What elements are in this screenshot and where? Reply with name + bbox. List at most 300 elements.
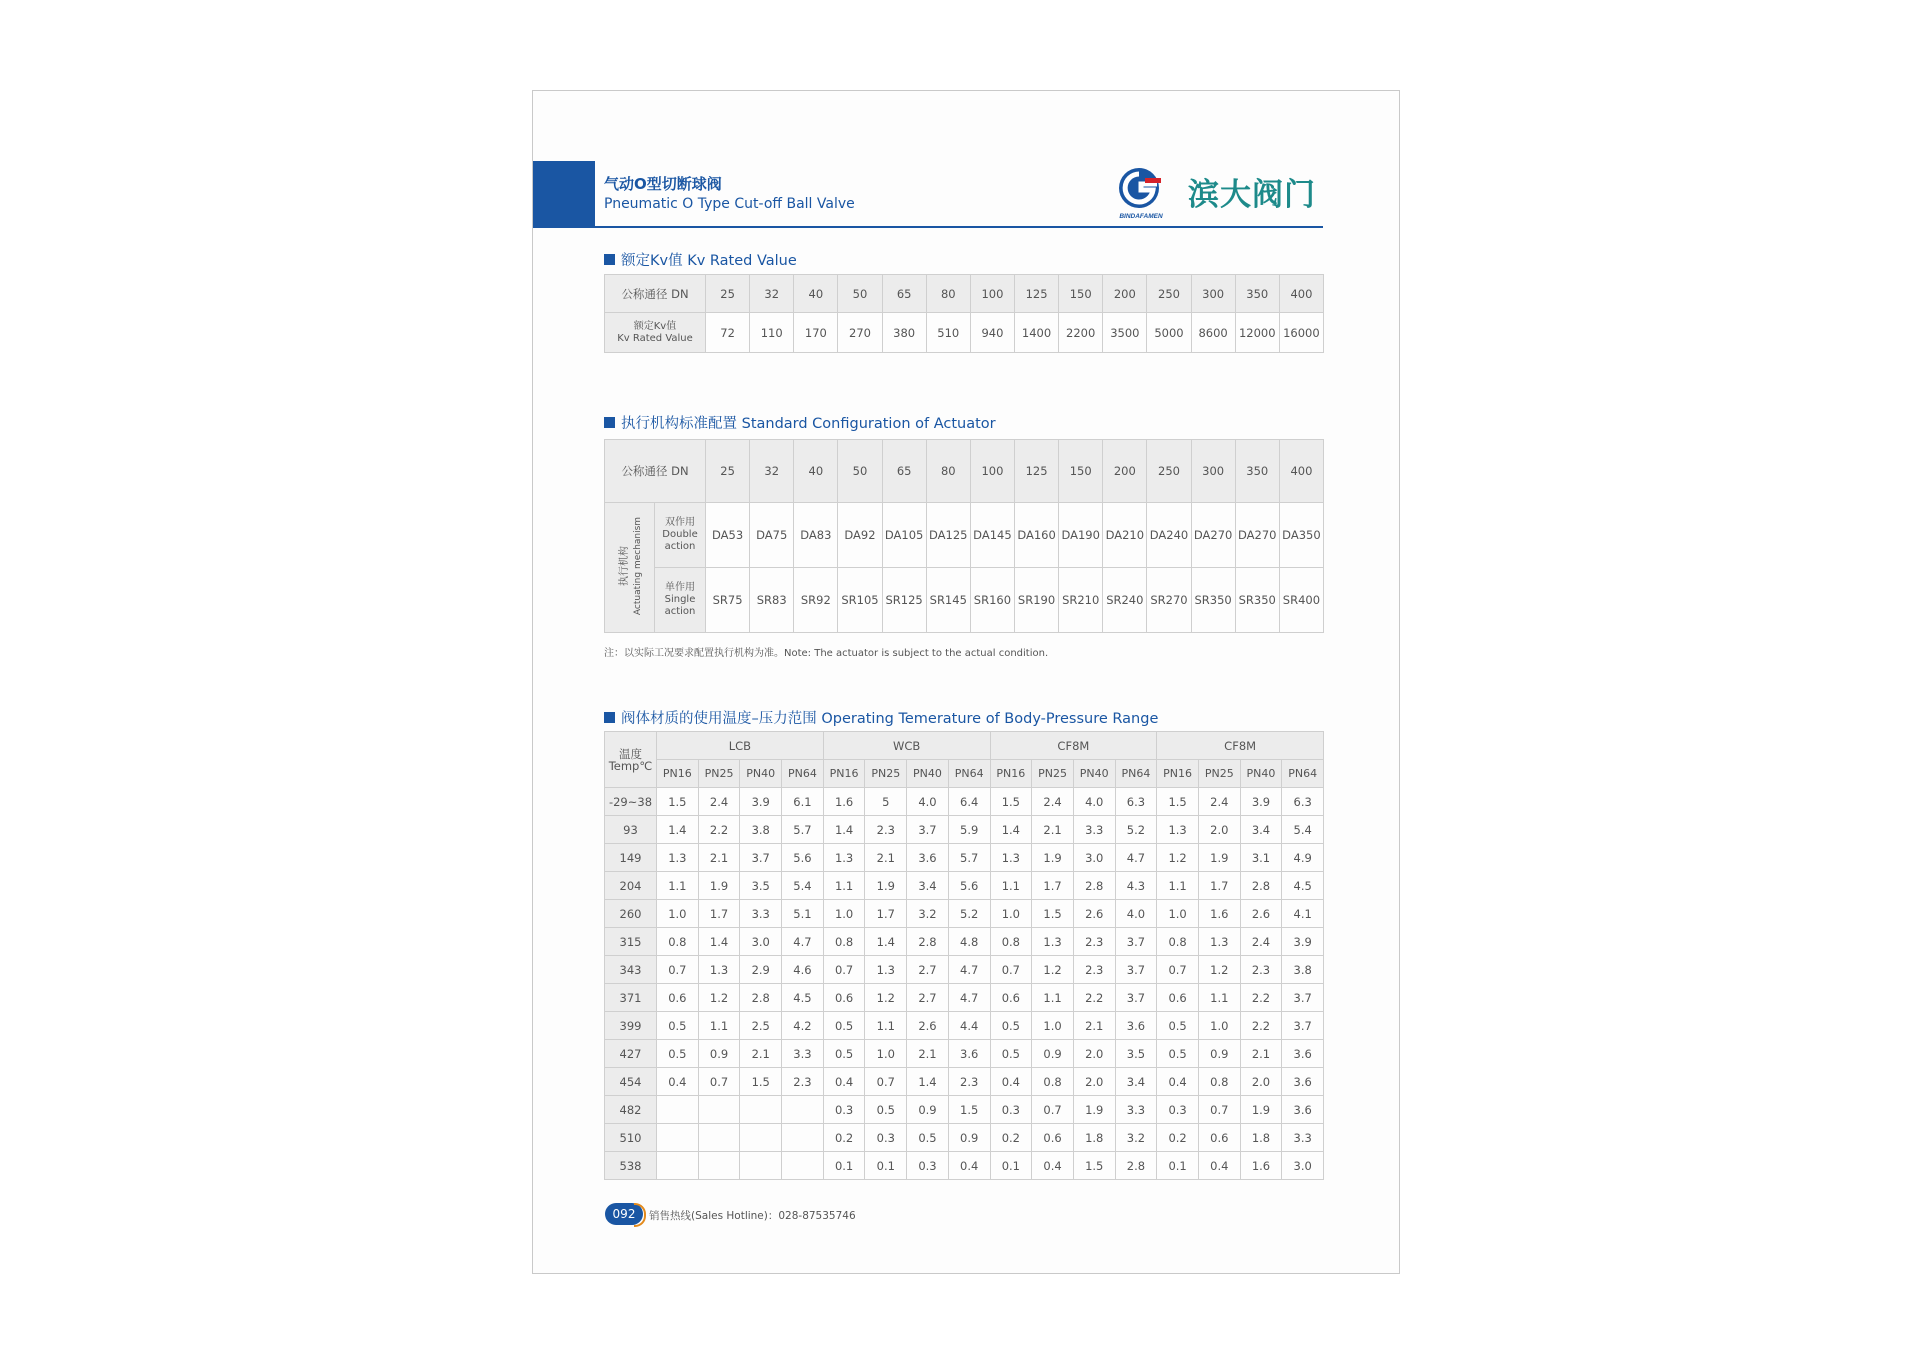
pressure-cell: 5.6: [948, 872, 990, 900]
pressure-cell: 1.7: [698, 900, 740, 928]
pressure-cell: 1.3: [1198, 928, 1240, 956]
brand-name: 滨大阀门: [1188, 177, 1316, 213]
pressure-cell: 0.1: [1157, 1152, 1199, 1180]
pressure-cell: 3.2: [1115, 1124, 1157, 1152]
pressure-cell: 1.5: [1157, 788, 1199, 816]
double-action-cell: DA350: [1279, 503, 1323, 568]
pressure-cell: 0.6: [823, 984, 865, 1012]
kv-dn-cell: 25: [706, 275, 750, 313]
pressure-cell: 0.7: [1157, 956, 1199, 984]
pressure-cell: 5.7: [948, 844, 990, 872]
actuator-section-title: 执行机构标准配置 Standard Configuration of Actuator: [604, 412, 996, 433]
pressure-cell: 1.0: [823, 900, 865, 928]
pressure-cell: 3.7: [907, 816, 949, 844]
pressure-cell: 2.1: [865, 844, 907, 872]
pressure-cell: 3.9: [1282, 928, 1324, 956]
actuator-note: 注：以实际工况要求配置执行机构为准。Note: The actuator is subject to the actual condition.: [604, 648, 1049, 659]
pressure-cell: 3.9: [1240, 788, 1282, 816]
temp-cell: 510: [605, 1124, 657, 1152]
actuator-dn-cell: 400: [1279, 440, 1323, 503]
page-title-cn: 气动O型切断球阀: [604, 175, 722, 193]
temp-cell: -29~38: [605, 788, 657, 816]
pressure-cell: 2.3: [782, 1068, 824, 1096]
pressure-cell: 4.7: [1115, 844, 1157, 872]
double-action-label: 双作用 Double action: [655, 503, 706, 568]
pressure-cell: 0.2: [990, 1124, 1032, 1152]
kv-value-cell: 1400: [1014, 313, 1058, 353]
pressure-cell: 2.6: [1073, 900, 1115, 928]
pressure-cell: 4.8: [948, 928, 990, 956]
temp-row: [605, 928, 1324, 956]
pressure-cell: 2.8: [740, 984, 782, 1012]
pressure-cell: 1.5: [1073, 1152, 1115, 1180]
pressure-cell: 2.2: [1073, 984, 1115, 1012]
pressure-cell: 3.7: [1282, 984, 1324, 1012]
single-action-cell: SR210: [1059, 568, 1103, 633]
pressure-cell: 0.3: [990, 1096, 1032, 1124]
temp-row: [605, 1124, 1324, 1152]
kv-value-cell: 380: [882, 313, 926, 353]
pressure-cell: 1.1: [990, 872, 1032, 900]
pn-header: PN25: [865, 760, 907, 788]
pressure-cell: 2.3: [948, 1068, 990, 1096]
single-action-cell: SR125: [882, 568, 926, 633]
pressure-cell: 3.3: [740, 900, 782, 928]
pressure-cell: 0.5: [990, 1040, 1032, 1068]
temp-cell: 149: [605, 844, 657, 872]
pressure-cell: 3.8: [740, 816, 782, 844]
pressure-cell: 0.3: [865, 1124, 907, 1152]
pressure-cell: 1.0: [1198, 1012, 1240, 1040]
pressure-cell: 0.9: [1198, 1040, 1240, 1068]
actuator-dn-row: [605, 440, 1324, 503]
pressure-cell: 3.0: [1073, 844, 1115, 872]
temp-row: [605, 1068, 1324, 1096]
pressure-cell: 1.4: [698, 928, 740, 956]
kv-dn-cell: 400: [1279, 275, 1323, 313]
pressure-cell: 1.8: [1240, 1124, 1282, 1152]
temp-row: [605, 1012, 1324, 1040]
kv-value-cell: 270: [838, 313, 882, 353]
pressure-cell: 1.5: [740, 1068, 782, 1096]
pressure-cell: 1.0: [990, 900, 1032, 928]
pn-header: PN40: [1240, 760, 1282, 788]
pn-header-row: [605, 760, 1324, 788]
pressure-cell: 0.1: [823, 1152, 865, 1180]
catalog-page: [532, 90, 1400, 1274]
pressure-cell: [740, 1096, 782, 1124]
pressure-cell: 1.0: [1157, 900, 1199, 928]
actuator-dn-cell: 40: [794, 440, 838, 503]
temp-row: [605, 984, 1324, 1012]
pressure-cell: 3.0: [1282, 1152, 1324, 1180]
actuating-mechanism-en: Actuating mechanism: [632, 516, 643, 616]
header-divider: [595, 226, 1323, 228]
pn-header: PN16: [1157, 760, 1199, 788]
kv-dn-cell: 300: [1191, 275, 1235, 313]
pressure-cell: 1.9: [698, 872, 740, 900]
pressure-cell: 0.7: [1198, 1096, 1240, 1124]
logo-text: BINDAFAMEN: [1119, 213, 1163, 220]
pressure-cell: 6.4: [948, 788, 990, 816]
temp-row: [605, 788, 1324, 816]
pressure-cell: 0.4: [1157, 1068, 1199, 1096]
pressure-cell: 1.7: [865, 900, 907, 928]
pressure-cell: 1.3: [865, 956, 907, 984]
pressure-cell: 0.4: [948, 1152, 990, 1180]
actuator-dn-cell: 65: [882, 440, 926, 503]
actuator-dn-cell: 25: [706, 440, 750, 503]
double-action-cell: DA53: [706, 503, 750, 568]
pressure-cell: 0.7: [657, 956, 699, 984]
pressure-cell: 1.9: [1198, 844, 1240, 872]
material-header: WCB: [823, 732, 990, 760]
single-action-cell: SR105: [838, 568, 882, 633]
single-action-cell: SR400: [1279, 568, 1323, 633]
pressure-cell: 4.1: [1282, 900, 1324, 928]
actuator-single-row: [605, 568, 1324, 633]
pressure-cell: 4.0: [907, 788, 949, 816]
temp-section-title: 阀体材质的使用温度–压力范围 Operating Temerature of Body-Pressure Range: [604, 707, 1158, 728]
single-action-cell: SR75: [706, 568, 750, 633]
pressure-cell: 1.5: [948, 1096, 990, 1124]
pressure-cell: 1.0: [865, 1040, 907, 1068]
pressure-cell: 0.7: [1032, 1096, 1074, 1124]
pressure-cell: 1.1: [865, 1012, 907, 1040]
page-title-en: Pneumatic O Type Cut-off Ball Valve: [604, 196, 855, 212]
pressure-cell: 0.5: [657, 1040, 699, 1068]
pressure-cell: 2.4: [1198, 788, 1240, 816]
pn-header: PN40: [907, 760, 949, 788]
pressure-cell: 3.7: [1115, 984, 1157, 1012]
pressure-cell: 2.1: [1240, 1040, 1282, 1068]
pressure-cell: 1.8: [1073, 1124, 1115, 1152]
pressure-cell: 2.9: [740, 956, 782, 984]
pressure-cell: 3.0: [740, 928, 782, 956]
pressure-cell: 5: [865, 788, 907, 816]
pressure-cell: 1.9: [1073, 1096, 1115, 1124]
pressure-cell: 4.6: [782, 956, 824, 984]
pressure-cell: 3.6: [1282, 1040, 1324, 1068]
kv-value-cell: 3500: [1103, 313, 1147, 353]
pressure-cell: 4.9: [1282, 844, 1324, 872]
pressure-cell: 6.1: [782, 788, 824, 816]
pressure-cell: 1.1: [657, 872, 699, 900]
temp-cell: 260: [605, 900, 657, 928]
actuator-dn-cell: 125: [1014, 440, 1058, 503]
pn-header: PN16: [990, 760, 1032, 788]
double-action-cell: DA160: [1014, 503, 1058, 568]
pressure-cell: 4.2: [782, 1012, 824, 1040]
single-action-cell: SR190: [1014, 568, 1058, 633]
pressure-cell: 0.4: [823, 1068, 865, 1096]
pressure-cell: 1.4: [823, 816, 865, 844]
pressure-cell: 2.0: [1073, 1040, 1115, 1068]
pressure-cell: 1.6: [823, 788, 865, 816]
pressure-cell: [698, 1124, 740, 1152]
pressure-cell: 0.8: [657, 928, 699, 956]
pressure-cell: 3.6: [907, 844, 949, 872]
pressure-cell: 2.3: [1073, 956, 1115, 984]
temp-pressure-table: [604, 731, 1324, 1180]
pressure-cell: 4.7: [948, 956, 990, 984]
temp-cell: 93: [605, 816, 657, 844]
temp-row: [605, 1096, 1324, 1124]
temp-cell: 454: [605, 1068, 657, 1096]
pn-header: PN40: [1073, 760, 1115, 788]
pressure-cell: 0.5: [1157, 1012, 1199, 1040]
pressure-cell: 1.7: [1198, 872, 1240, 900]
pressure-cell: 4.7: [948, 984, 990, 1012]
pressure-cell: 2.3: [865, 816, 907, 844]
kv-value-cell: 110: [750, 313, 794, 353]
single-action-cell: SR240: [1103, 568, 1147, 633]
actuator-dn-cell: 80: [926, 440, 970, 503]
temp-cell: 315: [605, 928, 657, 956]
pressure-cell: 0.6: [990, 984, 1032, 1012]
actuator-dn-cell: 150: [1059, 440, 1103, 503]
kv-value-cell: 510: [926, 313, 970, 353]
actuator-dn-cell: 300: [1191, 440, 1235, 503]
header-accent-block: [533, 161, 595, 228]
kv-value-label: 额定Kv值 Kv Rated Value: [605, 313, 706, 353]
actuating-mechanism-label: [605, 503, 655, 633]
pressure-cell: 1.2: [1032, 956, 1074, 984]
pressure-cell: 2.3: [1240, 956, 1282, 984]
single-action-cell: SR83: [750, 568, 794, 633]
pressure-cell: 1.7: [1032, 872, 1074, 900]
pressure-cell: 0.8: [1198, 1068, 1240, 1096]
pressure-cell: 3.7: [1282, 1012, 1324, 1040]
material-header-row: [605, 732, 1324, 760]
page-number-badge: 092: [605, 1203, 643, 1225]
actuator-dn-cell: 100: [970, 440, 1014, 503]
pressure-cell: 0.4: [1198, 1152, 1240, 1180]
single-action-label: 单作用 Single action: [655, 568, 706, 633]
pn-header: PN64: [1282, 760, 1324, 788]
double-action-cell: DA83: [794, 503, 838, 568]
kv-value-cell: 72: [706, 313, 750, 353]
pressure-cell: 5.7: [782, 816, 824, 844]
actuator-dn-cell: 250: [1147, 440, 1191, 503]
pressure-cell: 0.1: [990, 1152, 1032, 1180]
sales-hotline: 销售热线(Sales Hotline)：028-87535746: [649, 1210, 856, 1222]
single-action-cell: SR145: [926, 568, 970, 633]
pressure-cell: 3.7: [740, 844, 782, 872]
material-header: LCB: [657, 732, 824, 760]
pressure-cell: 0.7: [698, 1068, 740, 1096]
temp-row: [605, 872, 1324, 900]
pressure-cell: [657, 1124, 699, 1152]
pressure-cell: 0.8: [990, 928, 1032, 956]
pressure-cell: 3.4: [1240, 816, 1282, 844]
pressure-cell: 1.4: [865, 928, 907, 956]
double-action-cell: DA270: [1235, 503, 1279, 568]
pressure-cell: [782, 1152, 824, 1180]
actuator-dn-cell: 200: [1103, 440, 1147, 503]
pressure-cell: 0.9: [948, 1124, 990, 1152]
single-action-cell: SR270: [1147, 568, 1191, 633]
temp-cell: 343: [605, 956, 657, 984]
pressure-cell: 2.0: [1198, 816, 1240, 844]
pressure-cell: 0.5: [1157, 1040, 1199, 1068]
double-action-cell: DA210: [1103, 503, 1147, 568]
pn-header: PN16: [657, 760, 699, 788]
bindafamen-logo-icon: [1111, 164, 1171, 222]
actuator-table: [604, 439, 1324, 633]
temp-cell: 427: [605, 1040, 657, 1068]
kv-value-cell: 2200: [1059, 313, 1103, 353]
pressure-cell: 1.5: [657, 788, 699, 816]
pressure-cell: 2.1: [1032, 816, 1074, 844]
pn-header: PN64: [1115, 760, 1157, 788]
pressure-cell: 4.4: [948, 1012, 990, 1040]
pressure-cell: [782, 1124, 824, 1152]
pressure-cell: 0.6: [657, 984, 699, 1012]
single-action-cell: SR350: [1191, 568, 1235, 633]
kv-dn-row: [605, 275, 1324, 313]
pressure-cell: 2.5: [740, 1012, 782, 1040]
pressure-cell: 2.1: [740, 1040, 782, 1068]
pressure-cell: 2.7: [907, 984, 949, 1012]
pressure-cell: 0.5: [990, 1012, 1032, 1040]
pn-header: PN25: [698, 760, 740, 788]
kv-dn-cell: 200: [1103, 275, 1147, 313]
temp-cell: 399: [605, 1012, 657, 1040]
pressure-cell: 5.9: [948, 816, 990, 844]
pressure-cell: 0.4: [1032, 1152, 1074, 1180]
kv-value-cell: 8600: [1191, 313, 1235, 353]
kv-rated-table: [604, 274, 1324, 353]
pressure-cell: 2.3: [1073, 928, 1115, 956]
pressure-cell: 4.5: [1282, 872, 1324, 900]
pressure-cell: 3.3: [782, 1040, 824, 1068]
double-action-cell: DA190: [1059, 503, 1103, 568]
pressure-cell: 3.7: [1115, 928, 1157, 956]
pressure-cell: 0.6: [1032, 1124, 1074, 1152]
pressure-cell: 0.9: [1032, 1040, 1074, 1068]
pressure-cell: [698, 1096, 740, 1124]
pressure-cell: 0.5: [657, 1012, 699, 1040]
pressure-cell: 2.2: [1240, 1012, 1282, 1040]
actuator-dn-cell: 32: [750, 440, 794, 503]
pressure-cell: 5.2: [1115, 816, 1157, 844]
kv-dn-cell: 50: [838, 275, 882, 313]
double-action-cell: DA145: [970, 503, 1014, 568]
pressure-cell: 1.5: [990, 788, 1032, 816]
pn-header: PN40: [740, 760, 782, 788]
pressure-cell: 2.7: [907, 956, 949, 984]
pressure-cell: 1.3: [1157, 816, 1199, 844]
kv-value-cell: 5000: [1147, 313, 1191, 353]
pressure-cell: 1.1: [1157, 872, 1199, 900]
pressure-cell: 0.3: [1157, 1096, 1199, 1124]
pressure-cell: 1.1: [698, 1012, 740, 1040]
double-action-cell: DA75: [750, 503, 794, 568]
pressure-cell: 1.4: [657, 816, 699, 844]
pressure-cell: 0.2: [1157, 1124, 1199, 1152]
pressure-cell: 0.5: [823, 1040, 865, 1068]
pressure-cell: 0.7: [990, 956, 1032, 984]
pressure-cell: 1.2: [1198, 956, 1240, 984]
pressure-cell: 4.0: [1115, 900, 1157, 928]
pressure-cell: 0.6: [1157, 984, 1199, 1012]
pressure-cell: 0.5: [823, 1012, 865, 1040]
pressure-cell: 0.6: [1198, 1124, 1240, 1152]
pressure-cell: 1.0: [1032, 1012, 1074, 1040]
pressure-cell: 3.3: [1282, 1124, 1324, 1152]
pressure-cell: 1.0: [657, 900, 699, 928]
pressure-cell: [657, 1152, 699, 1180]
pressure-cell: 6.3: [1282, 788, 1324, 816]
temp-row: [605, 1152, 1324, 1180]
kv-dn-cell: 32: [750, 275, 794, 313]
pressure-cell: 2.8: [907, 928, 949, 956]
temp-cell: 482: [605, 1096, 657, 1124]
pressure-cell: 4.3: [1115, 872, 1157, 900]
kv-value-cell: 16000: [1279, 313, 1323, 353]
pressure-cell: 0.4: [990, 1068, 1032, 1096]
pressure-cell: 1.3: [823, 844, 865, 872]
pressure-cell: 1.1: [1032, 984, 1074, 1012]
pressure-cell: 0.4: [657, 1068, 699, 1096]
single-action-cell: SR160: [970, 568, 1014, 633]
pressure-cell: 2.8: [1073, 872, 1115, 900]
actuator-dn-cell: 350: [1235, 440, 1279, 503]
pressure-cell: 1.1: [823, 872, 865, 900]
pressure-cell: 2.0: [1073, 1068, 1115, 1096]
temp-cell: 204: [605, 872, 657, 900]
pressure-cell: 3.5: [740, 872, 782, 900]
pn-header: PN64: [948, 760, 990, 788]
double-action-cell: DA240: [1147, 503, 1191, 568]
pressure-cell: [782, 1096, 824, 1124]
kv-dn-cell: 250: [1147, 275, 1191, 313]
pressure-cell: 4.0: [1073, 788, 1115, 816]
actuator-dn-label: 公称通径 DN: [605, 440, 706, 503]
pressure-cell: 5.4: [782, 872, 824, 900]
double-action-cell: DA105: [882, 503, 926, 568]
pressure-cell: 4.5: [782, 984, 824, 1012]
pressure-cell: 2.4: [1032, 788, 1074, 816]
pressure-cell: 0.8: [823, 928, 865, 956]
pn-header: PN16: [823, 760, 865, 788]
pressure-cell: 1.4: [907, 1068, 949, 1096]
pressure-cell: 3.9: [740, 788, 782, 816]
pressure-cell: 2.6: [907, 1012, 949, 1040]
pressure-cell: [698, 1152, 740, 1180]
pn-header: PN64: [782, 760, 824, 788]
pressure-cell: 1.2: [698, 984, 740, 1012]
pressure-cell: 0.9: [907, 1096, 949, 1124]
pressure-cell: 1.3: [698, 956, 740, 984]
kv-value-row: [605, 313, 1324, 353]
kv-dn-cell: 65: [882, 275, 926, 313]
pressure-cell: 3.3: [1073, 816, 1115, 844]
single-action-cell: SR350: [1235, 568, 1279, 633]
pressure-cell: 3.4: [907, 872, 949, 900]
pressure-cell: 2.2: [1240, 984, 1282, 1012]
pressure-cell: 0.3: [907, 1152, 949, 1180]
temp-label: 温度 Temp℃: [605, 732, 657, 788]
pressure-cell: 3.1: [1240, 844, 1282, 872]
pressure-cell: 3.4: [1115, 1068, 1157, 1096]
kv-section-title: 额定Kv值 Kv Rated Value: [604, 249, 797, 270]
pressure-cell: [740, 1152, 782, 1180]
pn-header: PN25: [1032, 760, 1074, 788]
temp-row: [605, 816, 1324, 844]
temp-cell: 538: [605, 1152, 657, 1180]
